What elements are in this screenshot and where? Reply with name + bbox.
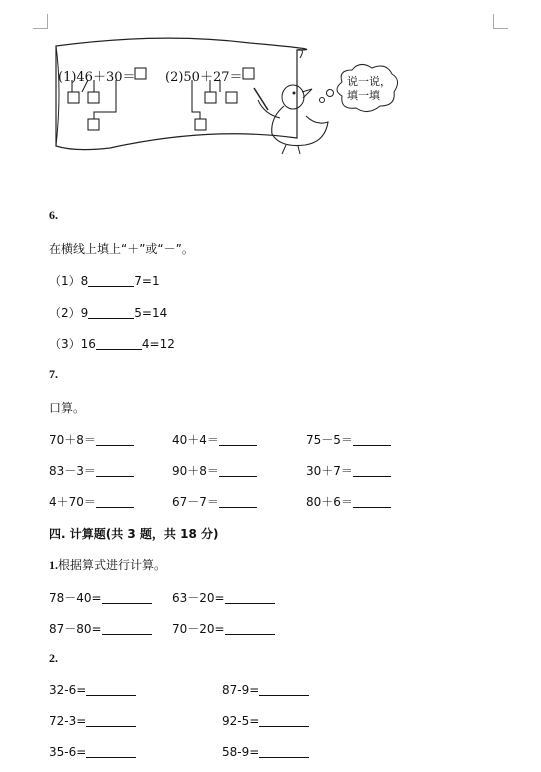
q6-item-1-right: 7=1 (134, 274, 160, 288)
q6-item-3-blank[interactable] (96, 337, 142, 350)
s4q2-r2-c1-expr: 72-3= (49, 714, 87, 728)
q7-r3-c1-expr: 4＋70＝ (49, 495, 96, 509)
illustration-scroll (50, 30, 450, 165)
s4q2-r2-c2-blank[interactable] (259, 714, 309, 727)
section-4-title: 四. 计算题(共 3 题，共 18 分) (49, 527, 219, 541)
s4q2-r3-c1-expr: 35-6= (49, 745, 87, 759)
q7-r2-c2-expr: 90＋8＝ (172, 464, 219, 478)
q6-item-3-right: 4=12 (141, 337, 175, 351)
s4q1-r2-c1-expr: 87－80= (49, 622, 102, 636)
s4q1-r1-c2-expr: 63－20= (172, 591, 225, 605)
equation-1: (1)46＋30＝ (58, 70, 136, 85)
q7-r3-c2-expr: 67－7＝ (172, 495, 219, 509)
q6-item-2-label: （2） (49, 306, 81, 320)
s4q1-r2-c1 (49, 620, 152, 637)
question-7-number: 7. (49, 367, 58, 381)
q7-r1-c2-expr: 40＋4＝ (172, 433, 219, 447)
q7-r1-c1 (49, 431, 134, 448)
q6-item-2 (49, 304, 167, 321)
s4q2-r1-c1 (49, 683, 136, 697)
question-7-instruction: 口算。 (49, 401, 86, 415)
crop-mark-top-right (493, 14, 508, 29)
s4q1-r1-c1 (49, 589, 152, 606)
section-4-q1-number: 1. (49, 558, 58, 572)
q6-item-1 (49, 272, 160, 289)
equation-2: (2)50＋27＝ (165, 70, 243, 85)
q6-item-1-left: 8 (80, 274, 89, 288)
s4q2-r3-c2 (222, 745, 309, 759)
section-4-q1-instruction: 根据算式进行计算。 (58, 558, 167, 572)
s4q1-r1-c2 (172, 589, 275, 606)
q7-r1-c1-blank[interactable] (96, 433, 134, 446)
s4q2-r1-c2-blank[interactable] (259, 683, 309, 696)
crop-mark-top-left (33, 14, 48, 29)
q7-r1-c1-expr: 70＋8＝ (49, 433, 96, 447)
q7-r1-c3 (306, 431, 391, 448)
q7-r2-c1-blank[interactable] (96, 464, 134, 477)
q6-item-2-blank[interactable] (88, 306, 134, 319)
q6-item-3-left: 16 (80, 337, 96, 351)
s4q2-r3-c1 (49, 745, 136, 759)
s4q1-r2-c2-blank[interactable] (225, 622, 275, 635)
q7-r3-c2-blank[interactable] (219, 495, 257, 508)
s4q1-r1-c2-blank[interactable] (225, 591, 275, 604)
q7-r3-c1 (49, 493, 134, 510)
section-4-q2-number: 2. (49, 651, 58, 665)
q6-item-3 (49, 335, 175, 352)
q7-r1-c3-blank[interactable] (353, 433, 391, 446)
q7-r2-c1-expr: 83－3＝ (49, 464, 96, 478)
s4q2-r1-c1-blank[interactable] (86, 683, 136, 696)
section-4-q1 (49, 556, 166, 573)
q7-r3-c3-blank[interactable] (353, 495, 391, 508)
q6-item-1-label: （1） (49, 274, 81, 288)
s4q2-r3-c1-blank[interactable] (86, 745, 136, 758)
q7-r1-c2-blank[interactable] (219, 433, 257, 446)
q7-r1-c2 (172, 431, 257, 448)
q7-r2-c1 (49, 462, 134, 479)
speech-line-1: 说一说， (347, 75, 391, 88)
q7-r3-c3 (306, 493, 391, 510)
q7-r2-c2-blank[interactable] (219, 464, 257, 477)
s4q2-r2-c2 (222, 714, 309, 728)
s4q1-r1-c1-blank[interactable] (102, 591, 152, 604)
q7-r3-c2 (172, 493, 257, 510)
q7-r1-c3-expr: 75－5＝ (306, 433, 353, 447)
q7-r2-c3 (306, 462, 391, 479)
s4q1-r1-c1-expr: 78－40= (49, 591, 102, 605)
s4q2-r2-c2-expr: 92-5= (222, 714, 260, 728)
s4q1-r2-c2 (172, 620, 275, 637)
q7-r3-c3-expr: 80＋6＝ (306, 495, 353, 509)
s4q2-r2-c1-blank[interactable] (86, 714, 136, 727)
q7-r2-c3-blank[interactable] (353, 464, 391, 477)
speech-line-2: 填一填 (347, 89, 380, 102)
s4q2-r1-c2 (222, 683, 309, 697)
q6-item-2-left: 9 (80, 306, 89, 320)
s4q1-r2-c2-expr: 70－20= (172, 622, 225, 636)
q7-r3-c1-blank[interactable] (96, 495, 134, 508)
q6-item-2-right: 5=14 (134, 306, 168, 320)
s4q2-r1-c2-expr: 87-9= (222, 683, 260, 697)
speech-bubble-text (347, 75, 391, 103)
q7-r2-c3-expr: 30＋7＝ (306, 464, 353, 478)
s4q1-r2-c1-blank[interactable] (102, 622, 152, 635)
s4q2-r2-c1 (49, 714, 136, 728)
q7-r2-c2 (172, 462, 257, 479)
question-6-number: 6. (49, 208, 58, 222)
s4q2-r3-c2-blank[interactable] (259, 745, 309, 758)
q6-item-1-blank[interactable] (88, 274, 134, 287)
s4q2-r3-c2-expr: 58-9= (222, 745, 260, 759)
s4q2-r1-c1-expr: 32-6= (49, 683, 87, 697)
question-6-instruction: 在横线上填上“＋”或“－”。 (49, 242, 194, 256)
q6-item-3-label: （3） (49, 337, 81, 351)
